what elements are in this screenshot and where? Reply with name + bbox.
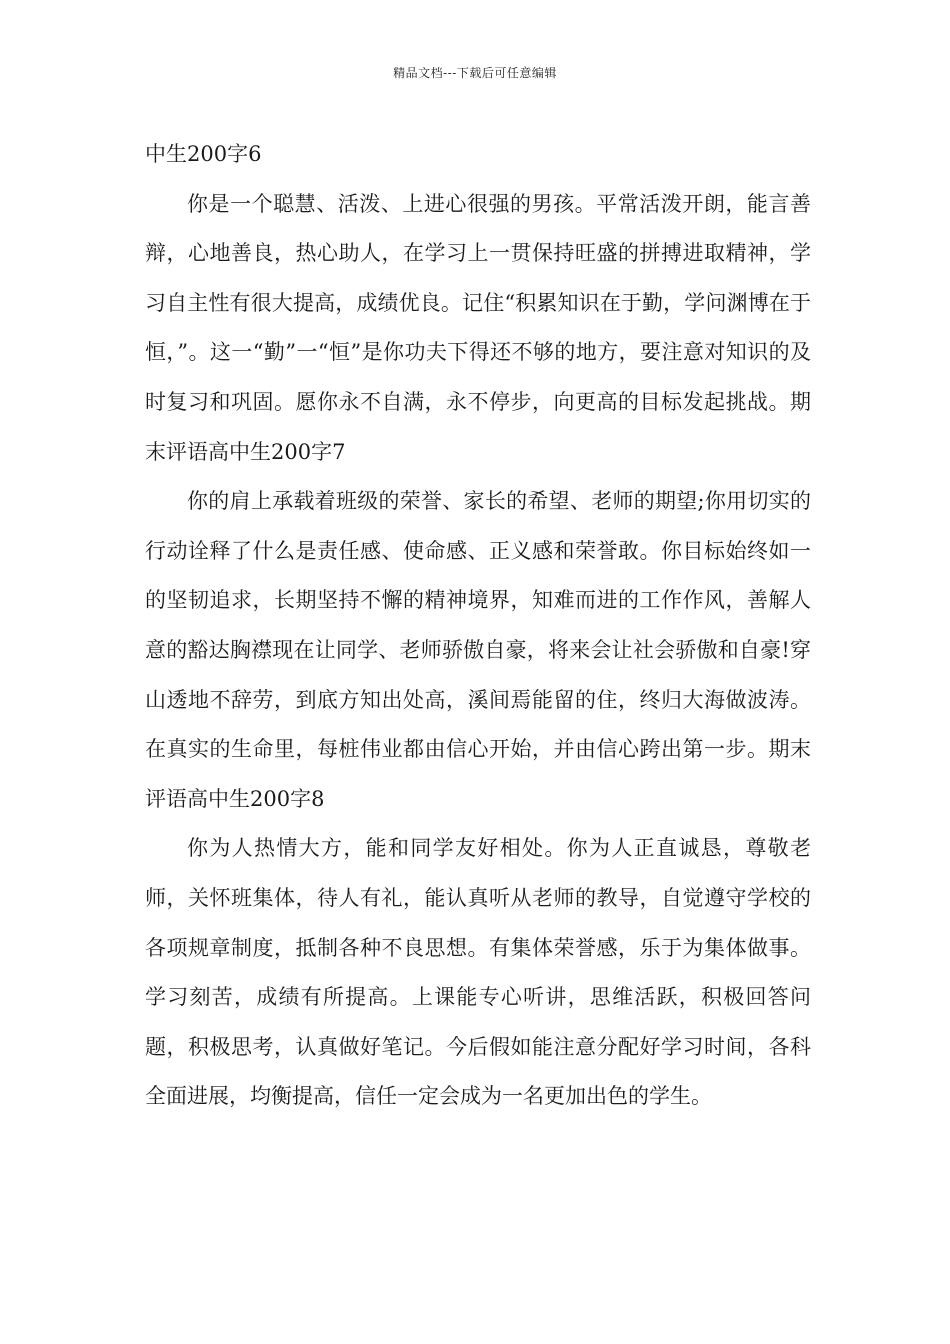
- paragraph-comment-7: 你是一个聪慧、活泼、上进心很强的男孩。平常活泼开朗，能言善辩，心地善良，热心助人，在学习上一贯保持旺盛的拼搏进取精神，学习自主性有很大提高，成绩优良。记住“积累知识在于勤，学问渊博在于恒，”。这一“勤”一“恒”是你功夫下得还不够的地方，要注意对知识的及时复习和巩固。愿你永不自满，永不停步，向更高的目标发起挑战。期末评语高中生200字7: [145, 191, 811, 464]
- page-header: 精品文档---下载后可任意编辑: [393, 66, 557, 80]
- paragraph-comment-9: 你为人热情大方，能和同学友好相处。你为人正直诚恳，尊敬老师，关怀班集体，待人有礼，能认真听从老师的教导，自觉遵守学校的各项规章制度，抵制各种不良思想。有集体荣誉感，乐于为集体做事。学习刻苦，成绩有所提高。上课能专心听讲，思维活跃，积极回答问题，积极思考，认真做好笔记。今后假如能注意分配好学习时间，各科全面进展，均衡提高，信任一定会成为一名更加出色的学生。: [145, 836, 811, 1109]
- document-body: [145, 130, 811, 1122]
- paragraph-comment-8: 你的肩上承载着班级的荣誉、家长的希望、老师的期望;你用切实的行动诠释了什么是责任感、使命感、正义感和荣誉敢。你目标始终如一的坚韧追求，长期坚持不懈的精神境界，知难而进的工作作风，善解人意的豁达胸襟现在让同学、老师骄傲自豪，将来会让社会骄傲和自豪!穿山透地不辞劳，到底方知出处高，溪间焉能留的住，终归大海做波涛。在真实的生命里，每桩伟业都由信心开始，并由信心跨出第一步。期末评语高中生200字8: [145, 489, 811, 811]
- paragraph-continuation: 中生200字6: [145, 142, 262, 166]
